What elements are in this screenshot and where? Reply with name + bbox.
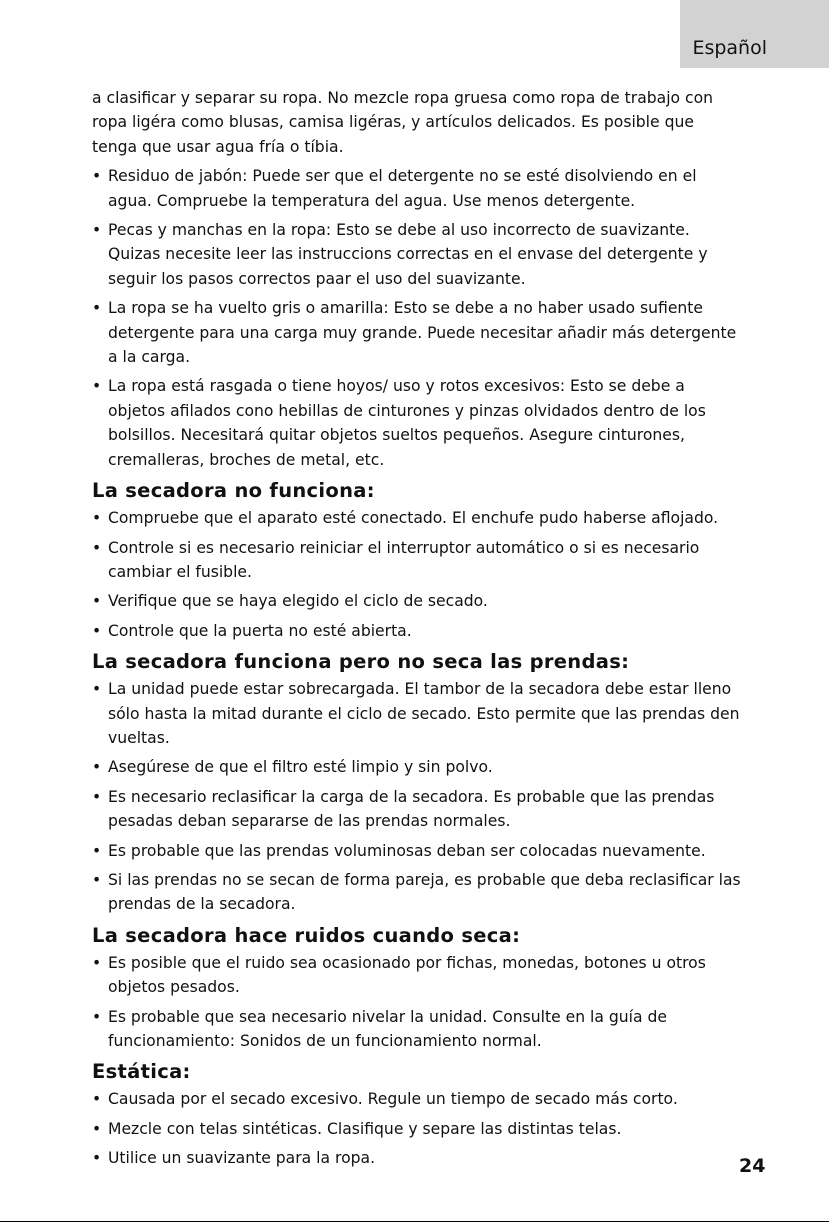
list-item: • La unidad puede estar sobrecargada. El tambor de la secadora debe estar lleno sólo hasta la mitad durante el ciclo de secado. Esto permite que las prendas den vueltas. — [92, 677, 742, 750]
bottom-rule — [0, 1221, 829, 1222]
language-tab — [680, 0, 829, 68]
list-item: • La ropa está rasgada o tiene hoyos/ uso y rotos excesivos: Esto se debe a objetos afilados cono hebillas de cinturones y pinzas olvidados dentro de los bolsillos. Necesitará quitar objetos sueltos pequeños. Asegure cinturones, cremalleras, broches de metal, etc. — [92, 374, 742, 472]
list-item: • Compruebe que el aparato esté conectado. El enchufe pudo haberse aflojado. — [92, 506, 742, 530]
page-content — [92, 86, 742, 1176]
list-item: • Controle si es necesario reiniciar el interruptor automático o si es necesario cambiar el fusible. — [92, 536, 742, 585]
list-item: • Es probable que sea necesario nivelar la unidad. Consulte en la guía de funcionamiento: Sonidos de un funcionamiento normal. — [92, 1005, 742, 1054]
bullet-list-estatica — [92, 1087, 742, 1170]
list-item: • Si las prendas no se secan de forma pareja, es probable que deba reclasificar las prendas de la secadora. — [92, 868, 742, 917]
bullet-list-ruidos — [92, 951, 742, 1054]
section-heading-no-seca: La secadora funciona pero no seca las prendas: — [92, 650, 630, 674]
list-item: • Causada por el secado excesivo. Regule un tiempo de secado más corto. — [92, 1087, 742, 1111]
list-item: • Controle que la puerta no esté abierta. — [92, 619, 742, 643]
section-heading-ruidos: La secadora hace ruidos cuando seca: — [92, 923, 521, 947]
list-item: • Pecas y manchas en la ropa: Esto se debe al uso incorrecto de suavizante. Quizas necesite leer las instruccions correctas en el envase del detergente y seguir los pasos correctos paar el uso del suavizante. — [92, 218, 742, 291]
list-item: • Es posible que el ruido sea ocasionado por fichas, monedas, botones u otros objetos pesados. — [92, 951, 742, 1000]
intro-paragraph: a clasificar y separar su ropa. No mezcle ropa gruesa como ropa de trabajo con ropa ligéra como blusas, camisa ligéras, y artículos delicados. Es posible que tenga que usar agua fría o tíbia. — [92, 89, 714, 156]
list-item: • Residuo de jabón: Puede ser que el detergente no se esté disolviendo en el agua. Compruebe la temperatura del agua. Use menos detergente. — [92, 164, 742, 213]
list-item: • Es necesario reclasificar la carga de la secadora. Es probable que las prendas pesadas deban separarse de las prendas normales. — [92, 785, 742, 834]
page-number: 24 — [739, 1155, 766, 1177]
language-label: Español — [692, 37, 767, 59]
list-item: • Es probable que las prendas voluminosas deban ser colocadas nuevamente. — [92, 839, 742, 863]
intro-bullet-list — [92, 164, 742, 472]
section-heading-no-funciona: La secadora no funciona: — [92, 479, 375, 503]
list-item: • Mezcle con telas sintéticas. Clasifique y separe las distintas telas. — [92, 1117, 742, 1141]
list-item: • Asegúrese de que el filtro esté limpio y sin polvo. — [92, 755, 742, 779]
list-item: • La ropa se ha vuelto gris o amarilla: Esto se debe a no haber usado sufiente detergente para una carga muy grande. Puede necesitar añadir más detergente a la carga. — [92, 296, 742, 369]
section-heading-estatica: Estática: — [92, 1060, 191, 1084]
bullet-list-no-funciona — [92, 506, 742, 643]
list-item: • Verifique que se haya elegido el ciclo de secado. — [92, 589, 742, 613]
bullet-list-no-seca — [92, 677, 742, 917]
list-item: • Utilice un suavizante para la ropa. — [92, 1146, 742, 1170]
